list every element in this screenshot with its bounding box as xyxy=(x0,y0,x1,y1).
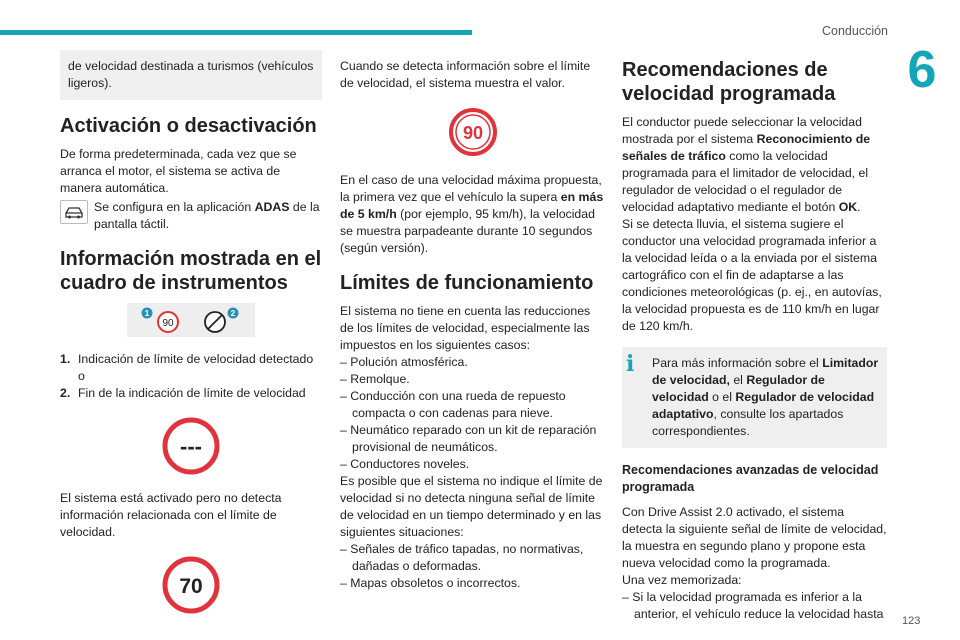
info-icon: i xyxy=(626,351,635,377)
list-item: – Mapas obsoletos o incorrectos. xyxy=(340,576,521,590)
speed-sign-undetected-icon xyxy=(161,416,221,476)
header-accent-bar xyxy=(0,30,472,35)
limits-list xyxy=(340,354,605,473)
list-item: – Polución atmosférica. xyxy=(340,355,468,369)
heading-recommendations: Recomendaciones de velocidad programada xyxy=(622,59,836,105)
list-item: – Conductores noveles. xyxy=(340,457,470,471)
intro-text: de velocidad destinada a turismos (vehículos ligeros). xyxy=(68,59,314,90)
info-note: i Para más información sobre el Limitador de velocidad, el Regulador de velocidad o el Regulador de velocidad adaptativo, consulte los apartados correspondientes. xyxy=(622,347,887,448)
advanced-text: Con Drive Assist 2.0 activado, el sistema detecta la siguiente señal de límite de velocidad, la muestra en segundo plano y propone esta nueva velocidad como la programada. xyxy=(622,505,887,570)
instrument-cluster-illustration xyxy=(127,303,255,337)
heading-instrument-info: Información mostrada en el cuadro de instrumentos xyxy=(60,248,322,294)
no-info-text: El sistema está activado pero no detecta información relacionada con el límite de velocidad. xyxy=(60,491,282,539)
speed-sign-70-icon xyxy=(161,555,221,615)
possible-text: Es posible que el sistema no indique el límite de velocidad si no detecta ninguna señal de límite de velocidad en un tiempo determinado y en las siguientes situaciones: xyxy=(340,474,603,539)
list-item: 2. Fin de la indicación de límite de velocidad xyxy=(60,386,306,400)
speed-sign-90-icon xyxy=(447,106,499,158)
car-adas-icon xyxy=(60,200,88,224)
svg-text:---: --- xyxy=(180,434,202,459)
detect-text: Cuando se detecta información sobre el límite de velocidad, el sistema muestra el valor. xyxy=(340,59,591,90)
column-right xyxy=(622,58,887,623)
list-item: – Señales de tráfico tapadas, no normativas, dañadas o deformadas. xyxy=(340,542,584,573)
list-item: – Remolque. xyxy=(340,372,410,386)
badge-1: 1 xyxy=(144,309,150,318)
list-item: – Si la velocidad programada es inferior a la anterior, el vehículo reduce la velocidad hasta xyxy=(622,590,884,621)
adas-note xyxy=(60,199,322,233)
adas-app-name: ADAS xyxy=(254,200,290,214)
end-of-limit-icon xyxy=(197,307,241,333)
badge-2: 2 xyxy=(230,309,236,318)
heading-limits: Límites de funcionamiento xyxy=(340,272,594,294)
heading-advanced: Recomendaciones avanzadas de velocidad programada xyxy=(622,463,879,494)
activation-text: De forma predeterminada, cada vez que se arranca el motor, el sistema se activa de manera automática. xyxy=(60,147,297,195)
adas-text-post: de la pantalla táctil. xyxy=(94,200,320,231)
page-number: 123 xyxy=(902,615,921,627)
exceed-text: En el caso de una velocidad máxima propuesta, la primera vez que el vehículo la supera en más de 5 km/h (por ejemplo, 95 km/h), la velocidad se muestra parpadeante durante 10 segundos (según versión). xyxy=(340,173,604,255)
situations-list xyxy=(340,541,605,592)
memorized-text: Una vez memorizada: xyxy=(622,573,742,587)
recommendations-text: El conductor puede seleccionar la velocidad mostrada por el sistema Reconocimiento de señales de tráfico como la velocidad programada para el limitador de velocidad, el regulador de velocidad o el regulador de velocidad adaptativo mediante el botón OK. xyxy=(622,115,871,214)
rain-text: Si se detecta lluvia, el sistema sugiere el conductor una velocidad programada inferior a la velocidad leída o a la enviada por el sistema cartográfico con el fin de adaptarse a las condiciones meteorológicas (p. ej., en autovías, la velocidad propuesta es de 110 km/h en lugar de 120 km/h. xyxy=(622,217,882,333)
svg-text:70: 70 xyxy=(179,575,203,598)
column-middle xyxy=(340,58,605,592)
gauge-speed-value: 90 xyxy=(162,318,174,329)
adas-text-pre: Se configura en la aplicación xyxy=(94,200,255,214)
svg-text:90: 90 xyxy=(462,123,483,143)
chapter-number: 6 xyxy=(907,41,937,99)
list-item: – Neumático reparado con un kit de reparación provisional de neumáticos. xyxy=(340,423,597,454)
column-left xyxy=(60,50,322,615)
continued-note xyxy=(60,50,322,100)
list-item: – Conducción con una rueda de repuesto compacta o con cadenas para nieve. xyxy=(340,389,566,420)
section-title: Conducción xyxy=(821,24,888,38)
limits-text: El sistema no tiene en cuenta las reducciones de los límites de velocidad, especialmente las impuestos en los siguientes casos: xyxy=(340,304,591,352)
heading-activation: Activación o desactivación xyxy=(60,115,317,137)
speed-limit-small-icon xyxy=(141,307,185,333)
list-item: 1. Indicación de límite de velocidad detectado o xyxy=(60,352,314,383)
